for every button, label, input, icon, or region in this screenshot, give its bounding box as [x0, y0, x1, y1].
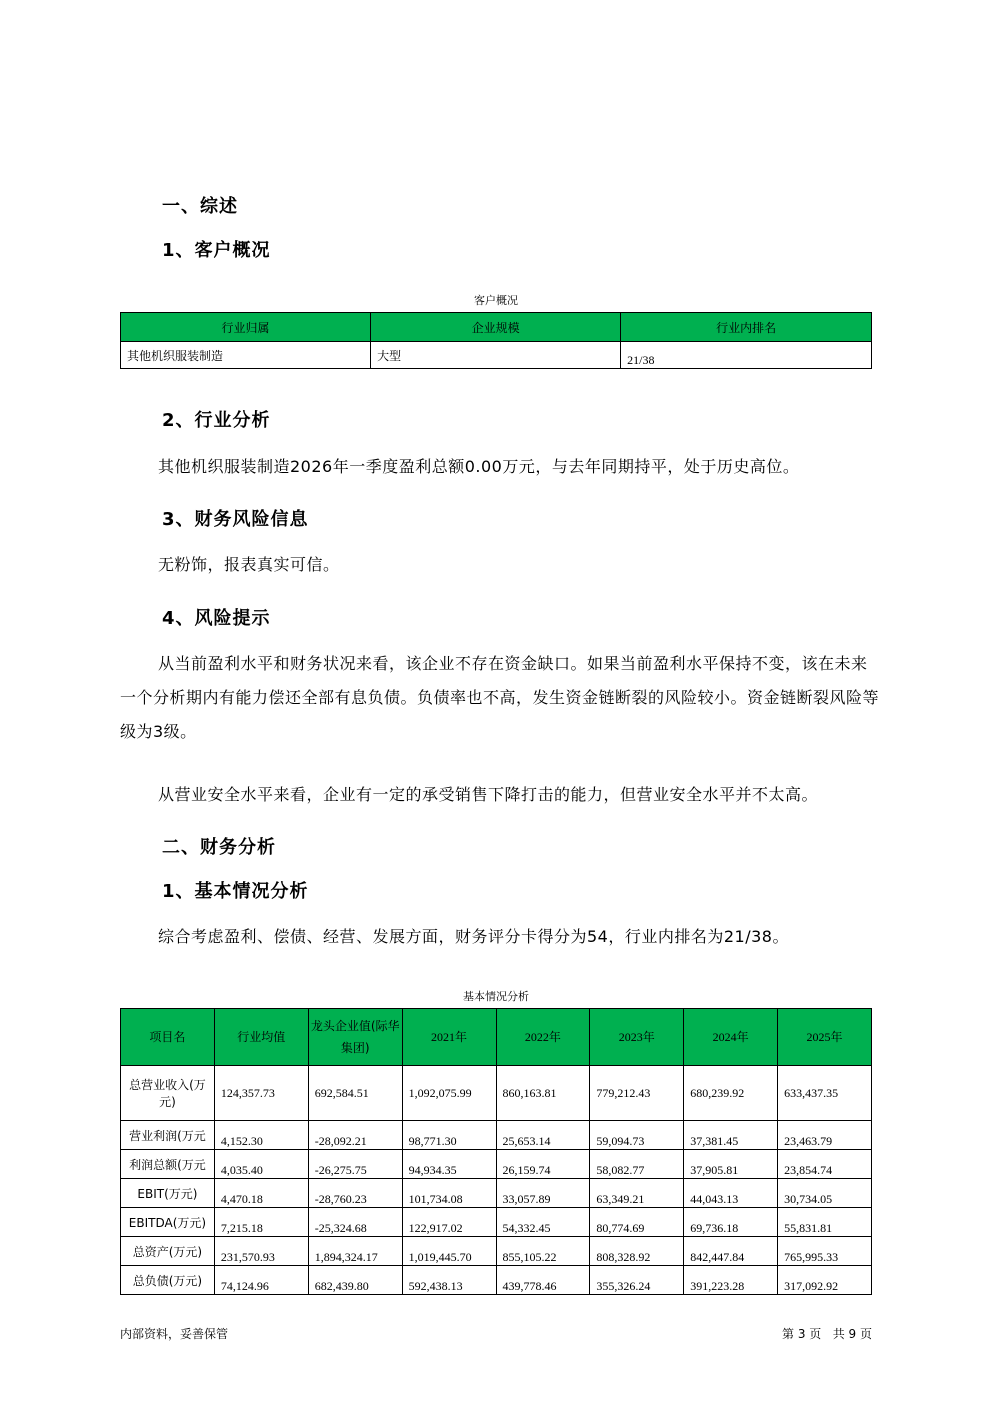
- paragraph: 无粉饰，报表真实可信。: [158, 555, 340, 574]
- table-cell: 其他机织服装制造: [121, 342, 371, 369]
- table-cell: 23,854.74: [778, 1150, 872, 1179]
- header-cell: 行业均值: [214, 1009, 308, 1066]
- table-row: [121, 1179, 872, 1208]
- overview-table: [120, 312, 872, 369]
- table-cell: -28,092.21: [308, 1121, 402, 1150]
- table-cell: 779,212.43: [590, 1066, 684, 1121]
- table-cell: 98,771.30: [402, 1121, 496, 1150]
- table-row: [121, 1208, 872, 1237]
- header-cell: 2023年: [590, 1009, 684, 1066]
- table-cell: 122,917.02: [402, 1208, 496, 1237]
- table-cell: 大型: [371, 342, 621, 369]
- table-cell: 44,043.13: [684, 1179, 778, 1208]
- row-label: 总资产(万元): [121, 1237, 215, 1266]
- table-cell: 7,215.18: [214, 1208, 308, 1237]
- table-cell: 692,584.51: [308, 1066, 402, 1121]
- paragraph: 综合考虑盈利、偿债、经营、发展方面，财务评分卡得分为54，行业内排名为21/38。: [158, 927, 789, 946]
- table-cell: 680,239.92: [684, 1066, 778, 1121]
- row-label: 总负债(万元): [121, 1266, 215, 1295]
- table-cell: 69,736.18: [684, 1208, 778, 1237]
- table-cell: 860,163.81: [496, 1066, 590, 1121]
- table-cell: 124,357.73: [214, 1066, 308, 1121]
- table-cell: 26,159.74: [496, 1150, 590, 1179]
- subsection-title: 3、财务风险信息: [162, 509, 309, 530]
- header-cell: 2025年: [778, 1009, 872, 1066]
- header-cell: 2021年: [402, 1009, 496, 1066]
- row-label: 利润总额(万元: [121, 1150, 215, 1179]
- subsection-title: 2、行业分析: [162, 410, 271, 431]
- table-cell: 59,094.73: [590, 1121, 684, 1150]
- table-cell: 74,124.96: [214, 1266, 308, 1295]
- table-cell: 808,328.92: [590, 1237, 684, 1266]
- table-cell: -28,760.23: [308, 1179, 402, 1208]
- table-row: [121, 1237, 872, 1266]
- table-caption: 客户概况: [474, 294, 518, 307]
- subsection-title: 4、风险提示: [162, 608, 271, 629]
- table-cell: 94,934.35: [402, 1150, 496, 1179]
- table-cell: 25,653.14: [496, 1121, 590, 1150]
- table-cell: 37,381.45: [684, 1121, 778, 1150]
- table-cell: 317,092.92: [778, 1266, 872, 1295]
- table-cell: 30,734.05: [778, 1179, 872, 1208]
- table-cell: 54,332.45: [496, 1208, 590, 1237]
- header-cell: 龙头企业值(际华集团): [308, 1009, 402, 1066]
- table-header-row: [121, 1009, 872, 1066]
- table-cell: 4,470.18: [214, 1179, 308, 1208]
- table-cell: -25,324.68: [308, 1208, 402, 1237]
- table-cell: 231,570.93: [214, 1237, 308, 1266]
- table-row: [121, 1121, 872, 1150]
- paragraph: 从营业安全水平来看，企业有一定的承受销售下降打击的能力，但营业安全水平并不太高。: [158, 785, 819, 804]
- table-cell: 1,894,324.17: [308, 1237, 402, 1266]
- table-cell: -26,275.75: [308, 1150, 402, 1179]
- header-cell: 2022年: [496, 1009, 590, 1066]
- table-cell: 842,447.84: [684, 1237, 778, 1266]
- table-cell: 21/38: [621, 342, 872, 369]
- table-cell: 391,223.28: [684, 1266, 778, 1295]
- table-caption: 基本情况分析: [463, 990, 529, 1003]
- table-cell: 63,349.21: [590, 1179, 684, 1208]
- table-cell: 855,105.22: [496, 1237, 590, 1266]
- table-cell: 355,326.24: [590, 1266, 684, 1295]
- header-cell: 2024年: [684, 1009, 778, 1066]
- table-row: [121, 342, 872, 369]
- table-row: [121, 1150, 872, 1179]
- table-cell: 55,831.81: [778, 1208, 872, 1237]
- row-label: EBIT(万元): [121, 1179, 215, 1208]
- table-cell: 682,439.80: [308, 1266, 402, 1295]
- paragraph: 从当前盈利水平和财务状况来看，该企业不存在资金缺口。如果当前盈利水平保持不变，该在未来一个分析期内有能力偿还全部有息负债。负债率也不高，发生资金链断裂的风险较小。资金链断裂风险等级为3级。: [120, 654, 880, 741]
- table-row: [121, 1266, 872, 1295]
- table-cell: 58,082.77: [590, 1150, 684, 1179]
- table-cell: 23,463.79: [778, 1121, 872, 1150]
- row-label: 总营业收入(万元): [121, 1066, 215, 1121]
- header-cell: 项目名: [121, 1009, 215, 1066]
- table-cell: 4,152.30: [214, 1121, 308, 1150]
- table-cell: 439,778.46: [496, 1266, 590, 1295]
- row-label: EBITDA(万元): [121, 1208, 215, 1237]
- subsection-title: 1、基本情况分析: [162, 881, 309, 902]
- table-cell: 633,437.35: [778, 1066, 872, 1121]
- table-cell: 33,057.89: [496, 1179, 590, 1208]
- table-cell: 101,734.08: [402, 1179, 496, 1208]
- table-cell: 4,035.40: [214, 1150, 308, 1179]
- header-cell: 行业归属: [121, 313, 371, 342]
- table-cell: 592,438.13: [402, 1266, 496, 1295]
- table-cell: 1,019,445.70: [402, 1237, 496, 1266]
- table-cell: 37,905.81: [684, 1150, 778, 1179]
- header-cell: 行业内排名: [621, 313, 872, 342]
- row-label: 营业利润(万元: [121, 1121, 215, 1150]
- section-title: 一、综述: [162, 196, 238, 217]
- table-cell: 1,092,075.99: [402, 1066, 496, 1121]
- subsection-title: 1、客户概况: [162, 240, 271, 261]
- basic-analysis-table: [120, 1008, 872, 1295]
- footer-note: 内部资料，妥善保管: [120, 1327, 229, 1341]
- header-cell: 企业规模: [371, 313, 621, 342]
- paragraph: 其他机织服装制造2026年一季度盈利总额0.00万元，与去年同期持平，处于历史高位。: [158, 457, 800, 476]
- page-number: 第 3 页 共 9 页: [782, 1327, 872, 1341]
- table-cell: 765,995.33: [778, 1237, 872, 1266]
- table-row: [121, 1066, 872, 1121]
- table-header-row: [121, 313, 872, 342]
- table-cell: 80,774.69: [590, 1208, 684, 1237]
- section-title: 二、财务分析: [162, 837, 276, 858]
